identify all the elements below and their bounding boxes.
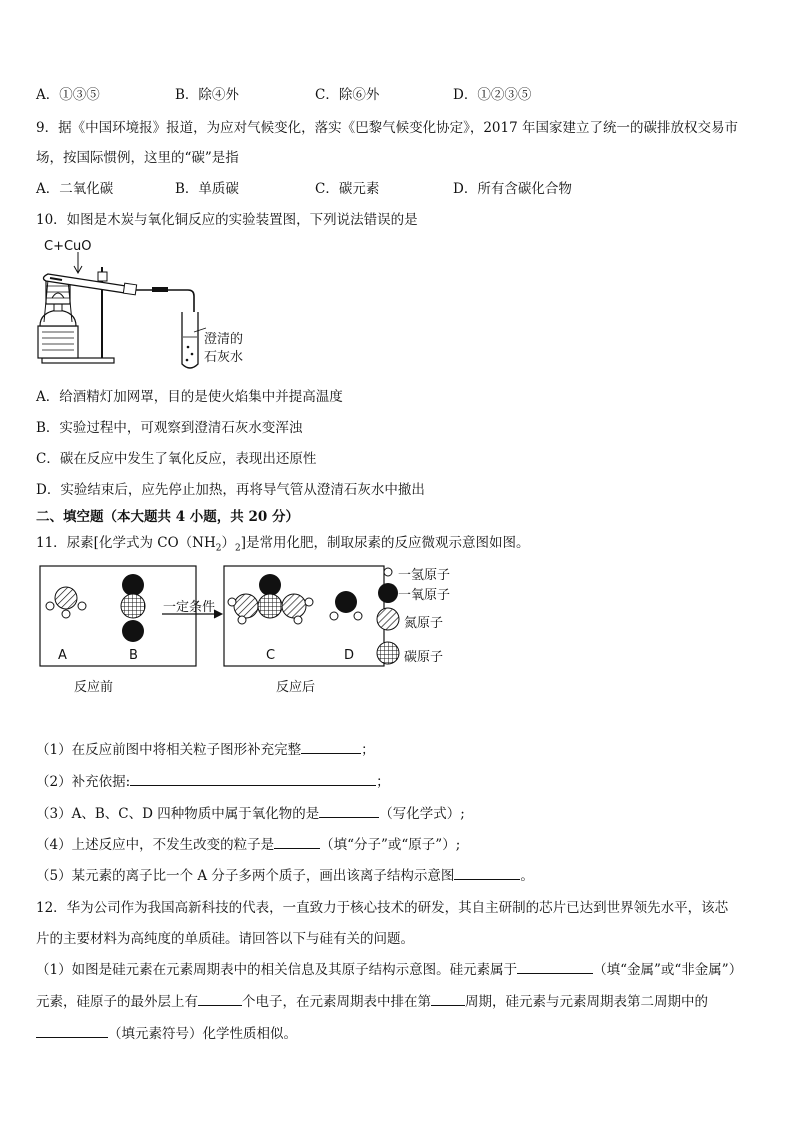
q11-sub3: （3）A、B、C、D 四种物质中属于氧化物的是 （写化学式）; [36,802,465,822]
q9-stem-line1: 9．据《中国环境报》报道，为应对气候变化，落实《巴黎气候变化协定》，2017 年国家建立了统一的碳排放权交易市 [36,120,738,136]
q11-stem: 11．尿素[化学式为 $CO(NH_2)_2$]是常用化肥，制取尿素的反应微观示意图如图。 [36,535,530,554]
answer-blank[interactable] [454,865,520,880]
molecule-label-c: C [266,648,276,663]
q9-option-a: A．二氧化碳 [36,181,114,197]
after-reaction-label: 反应后 [276,680,316,695]
q8-option-a: A．①③⑤ [36,87,100,103]
q12-stem-line1: 12．华为公司作为我国高新科技的代表，一直致力于核心技术的研发，其自主研制的芯片已达到世界领先水平，该芯 [36,900,729,916]
before-reaction-label: 反应前 [74,680,114,695]
legend-hydrogen: 一氢原子 [398,568,451,583]
q11-sub1: （1）在反应前图中将相关粒子图形补充完整 ； [36,738,375,758]
limewater-label-line1: 澄清的 [204,332,244,347]
q10-option-d: D．实验结束后，应先停止加热，再将导气管从澄清石灰水中撤出 [36,482,425,498]
q12-sub1-line1: （1）如图是硅元素在元素周期表中的相关信息及其原子结构示意图。硅元素属于 （填“金属”或“非金属”） [36,958,742,978]
q9-option-c: C．碳元素 [315,181,380,197]
answer-blank[interactable] [274,834,320,849]
answer-blank[interactable] [198,991,242,1006]
limewater-label-line2: 石灰水 [204,350,244,365]
q12-sub1-line3: （填元素符号）化学性质相似。 [36,1022,297,1042]
legend-nitrogen: 氮原子 [404,616,444,631]
section-heading-fill-in: 二、填空题（本大题共 4 小题，共 20 分） [36,509,299,525]
answer-blank[interactable] [301,739,361,754]
q8-option-d: D．①②③⑤ [453,87,532,103]
molecule-label-a: A [58,648,67,663]
molecule-label-d: D [344,648,355,663]
carbon-reduction-apparatus-figure [30,232,270,372]
q11-sub5: （5）某元素的离子比一个 A 分子多两个质子，画出该离子结构示意图 。 [36,864,534,884]
answer-blank[interactable] [319,803,379,818]
q10-option-b: B．实验过程中，可观察到澄清石灰水变浑浊 [36,420,303,436]
molecule-label-b: B [129,648,138,663]
q9-option-d: D．所有含碳化合物 [453,181,572,197]
q12-stem-line2: 片的主要材料为高纯度的单质硅。请回答以下与硅有关的问题。 [36,931,414,947]
q10-option-c: C．碳在反应中发生了氧化反应，表现出还原性 [36,451,317,467]
q10-option-a: A．给酒精灯加网罩，目的是使火焰集中并提高温度 [36,389,343,405]
q8-option-b: B．除④外 [175,87,239,103]
urea-reaction-diagram [36,562,476,697]
q9-stem-line2: 场，按国际惯例，这里的“碳”是指 [36,150,239,166]
reaction-condition-label: 一定条件 [163,600,216,615]
legend-carbon: 碳原子 [404,650,444,665]
answer-blank[interactable] [517,959,593,974]
legend-oxygen: 一氧原子 [398,588,451,603]
q8-option-c: C．除⑥外 [315,87,380,103]
q10-stem: 10．如图是木炭与氧化铜反应的实验装置图，下列说法错误的是 [36,212,418,228]
reagent-label: C+CuO [44,239,92,254]
answer-blank[interactable] [130,771,376,786]
q11-sub2: （2）补充依据: ； [36,770,390,790]
q11-sub4: （4）上述反应中，不发生改变的粒子是 （填“分子”或“原子”）; [36,833,460,853]
answer-blank[interactable] [36,1023,108,1038]
q12-sub1-line2: 元素，硅原子的最外层上有 个电子，在元素周期表中排在第 周期，硅元素与元素周期表第二周期中的 [36,990,708,1010]
answer-blank[interactable] [431,991,465,1006]
q9-option-b: B．单质碳 [175,181,239,197]
